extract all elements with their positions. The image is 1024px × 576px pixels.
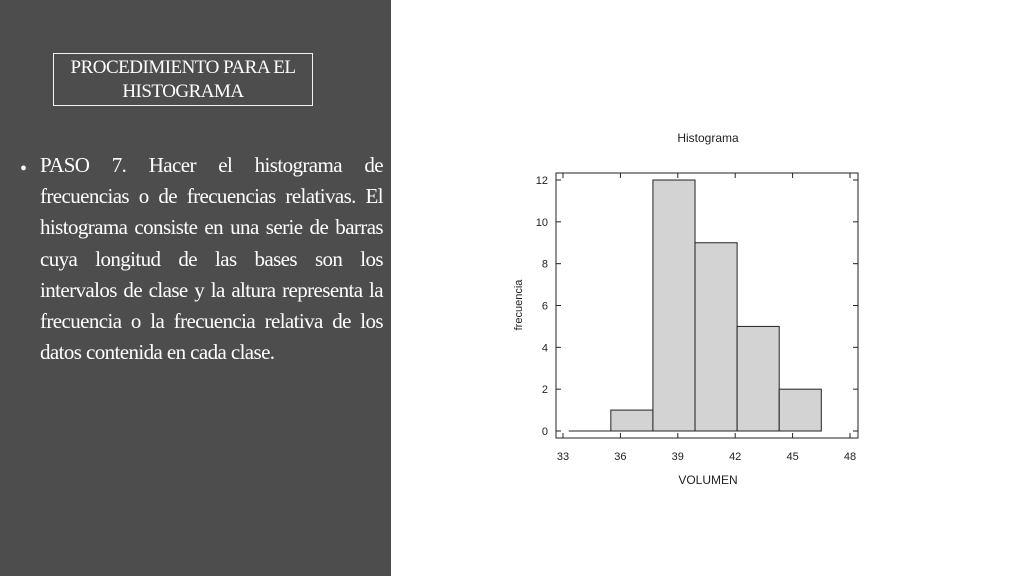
x-tick-label: 39 — [671, 451, 684, 463]
bullet-dot: • — [20, 158, 28, 180]
histogram-bar — [611, 410, 653, 431]
y-tick-label: 4 — [541, 342, 548, 355]
y-tick-label: 12 — [535, 175, 548, 187]
chart-title: Histograma — [677, 131, 739, 145]
x-tick-label: 48 — [843, 451, 857, 463]
left-panel — [0, 0, 391, 576]
y-tick-label: 8 — [541, 258, 548, 271]
slide-body-text: PASO 7. Hacer el histograma de frecuencias o de frecuencias relativas. El histograma consiste en una serie de barras cuya longitud de las bases son los intervalos de clase y la altura representa la frecuencia o la frecuencia relativa de los datos contenida en cada clase. — [40, 153, 383, 365]
histogram-bar — [695, 243, 737, 431]
slide-title-line2: HISTOGRAMA — [122, 80, 244, 102]
histogram-chart — [500, 120, 880, 500]
histogram-bar — [737, 326, 779, 431]
y-tick-label: 2 — [541, 384, 548, 397]
x-tick-label: 42 — [729, 451, 742, 463]
histogram-bar — [653, 180, 695, 431]
chart-y-axis-label: frecuencia — [513, 279, 525, 331]
chart-x-axis-label: VOLUMEN — [678, 473, 738, 487]
x-tick-label: 45 — [786, 451, 799, 463]
y-tick-label: 0 — [541, 426, 548, 438]
slide-title-line1: PROCEDIMIENTO PARA EL — [70, 56, 296, 78]
y-tick-label: 10 — [535, 216, 548, 229]
x-tick-label: 33 — [556, 451, 570, 463]
bars-group — [569, 180, 822, 431]
x-tick-label: 36 — [614, 451, 627, 463]
y-tick-label: 6 — [541, 300, 548, 313]
histogram-bar — [779, 389, 821, 431]
slide-title-box — [53, 53, 313, 106]
